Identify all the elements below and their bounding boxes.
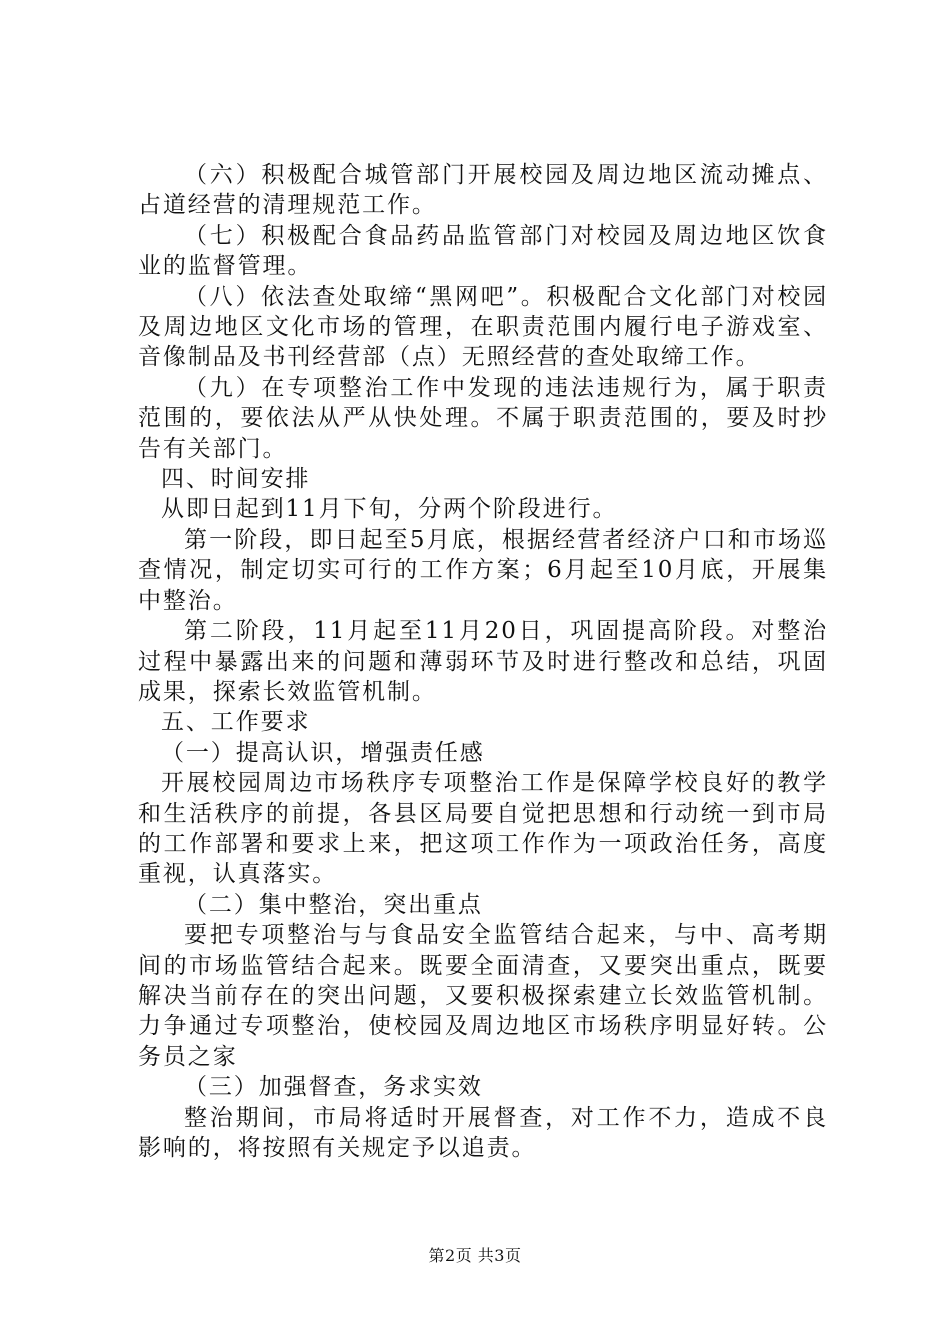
paragraph-focus: 要把专项整治与与食品安全监管结合起来，与中、高考期间的市场监管结合起来。既要全面清查，又要突出重点，既要解决当前存在的突出问题，又要积极探索建立长效监管机制。力争通过专项整治，使校园及周边地区市场秩序明显好转。公务员之家 (138, 922, 828, 1070)
paragraph-7: （七）积极配合食品药品监管部门对校园及周边地区饮食业的监督管理。 (138, 222, 828, 280)
section-heading-schedule: 四、时间安排 (161, 466, 311, 493)
section-heading-requirements: 五、工作要求 (161, 709, 311, 736)
paragraph-awareness: 开展校园周边市场秩序专项整治工作是保障学校良好的教学和生活秩序的前提，各县区局要自觉把思想和行动统一到市局的工作部署和要求上来，把这项工作作为一项政治任务，高度重视，认真落实。 (138, 770, 828, 888)
subheading-focus: （二）集中整治，突出重点 (184, 891, 483, 918)
page-number-footer: 第2页 共3页 (428, 1246, 522, 1265)
paragraph-supervision: 整治期间，市局将适时开展督查，对工作不力，造成不良影响的，将按照有关规定予以追责。 (138, 1104, 828, 1161)
document-body (138, 160, 828, 1163)
paragraph-phase-one: 第一阶段，即日起至5月底，根据经营者经济户口和市场巡查情况，制定切实可行的工作方案；6月起至10月底，开展集中整治。 (138, 526, 828, 614)
paragraph-6: （六）积极配合城管部门开展校园及周边地区流动摊点、占道经营的清理规范工作。 (138, 162, 828, 219)
subheading-supervision: （三）加强督查，务求实效 (184, 1074, 483, 1101)
paragraph-phase-two: 第二阶段，11月起至11月20日，巩固提高阶段。对整治过程中暴露出来的问题和薄弱环节及时进行整改和总结，巩固成果，探索长效监管机制。 (138, 618, 828, 705)
paragraph-9: （九）在专项整治工作中发现的违法违规行为，属于职责范围的，要依法从严从快处理。不属于职责范围的，要及时抄告有关部门。 (138, 374, 828, 462)
paragraph-8: （八）依法查处取缔“黑网吧”。积极配合文化部门对校园及周边地区文化市场的管理，在职责范围内履行电子游戏室、音像制品及书刊经营部（点）无照经营的查处取缔工作。 (138, 283, 828, 371)
subheading-awareness: （一）提高认识，增强责任感 (161, 739, 485, 766)
paragraph-schedule-intro: 从即日起到11月下旬，分两个阶段进行。 (161, 496, 618, 523)
